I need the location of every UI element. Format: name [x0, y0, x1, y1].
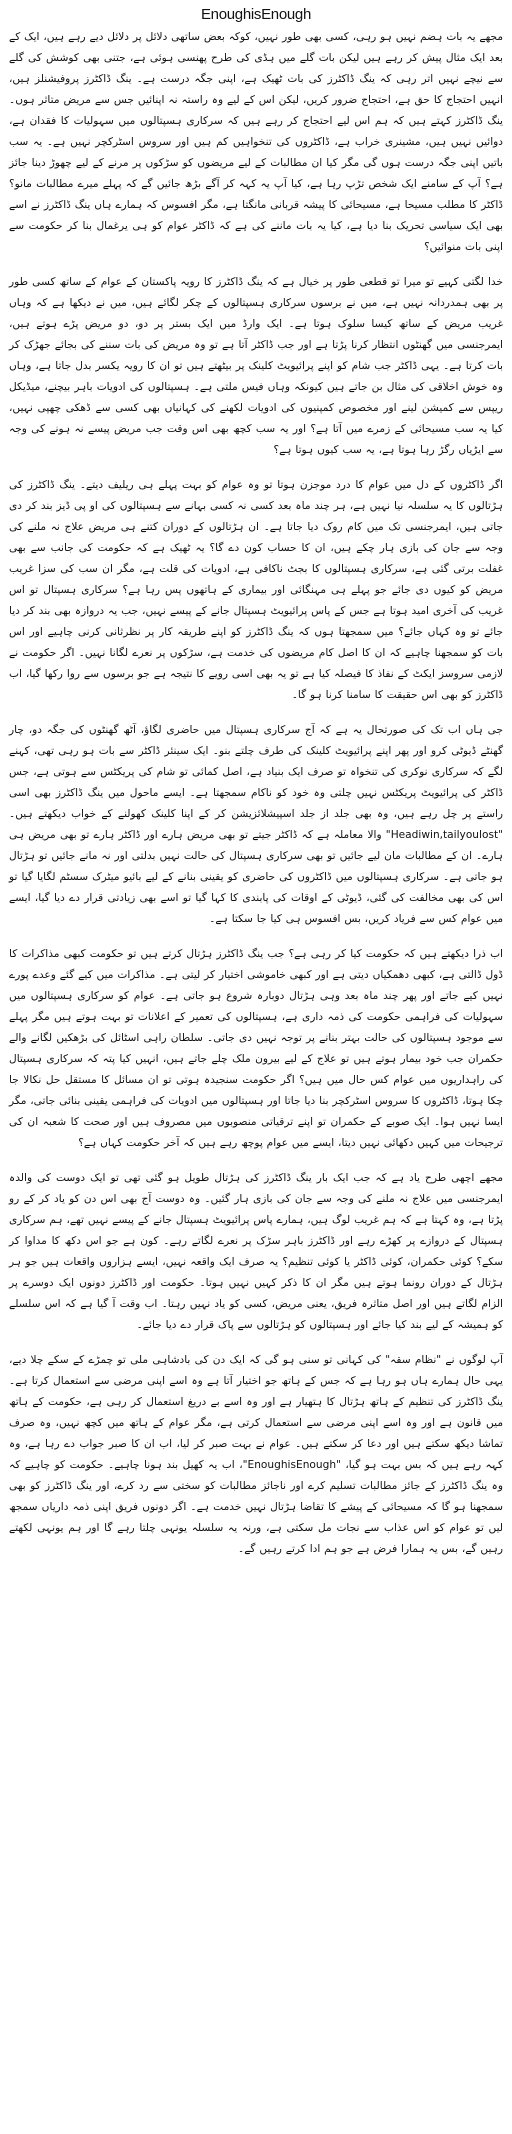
- paragraph: مجھے یہ بات ہضم نہیں ہو رہی، کسی بھی طور نہیں، کوکہ بعض ساتھی دلائل پر دلائل دیے رہے ہیں، ایک کے بعد ایک مثال پیش کر رہے ہیں لیکن بات گلے میں ہڈی کی طرح پھنسی ہوئی ہے، جتنی بھی کوشش کی گلے سے نیچے نہیں اتر رہی کہ ینگ ڈاکٹرز کی بات ٹھیک ہے، اپنی جگہ درست ہے۔ ینگ ڈاکٹرز پروفیشنلز ہیں، انہیں احتجاج کا حق ہے، احتجاج ضرور کریں، لیکن اس کے لیے وہ راستہ نہ اپنائیں جس سے مریض متاثر ہوں۔ ینگ ڈاکٹرز کہتے ہیں کہ ہم اس لیے احتجاج کر رہے ہیں کہ سرکاری ہسپتالوں میں سہولیات کا فقدان ہے، دوائیں نہیں ہیں، مشینری خراب ہے، ڈاکٹروں کی تنخواہیں کم ہیں اور سروس اسٹرکچر نہیں ہے۔ یہ سب باتیں اپنی جگہ درست ہوں گی مگر کیا ان مطالبات کے لیے مریضوں کو سڑکوں پر مرنے کے لیے چھوڑ دینا جائز ہے؟ آپ کے سامنے ایک شخص تڑپ رہا ہے، کیا آپ یہ کہہ کر آگے بڑھ جائیں گے کہ پہلے میرے مطالبات مانو؟ ڈاکٹر کا مطلب مسیحا ہے، مسیحائی کا پیشہ قربانی مانگتا ہے، مگر افسوس کہ ہمارے ہاں ینگ ڈاکٹرز نے اسے بھی ایک سیاسی تحریک بنا دیا ہے، کیا یہ بات ماننے کی ہے کہ ڈاکٹر عوام کو ہی یرغمال بنا کر حکومت سے اپنی بات منوائیں؟: [9, 31, 503, 253]
- article-title: EnoughisEnough: [200, 6, 312, 23]
- paragraph: اگر ڈاکٹروں کے دل میں عوام کا درد موجزن ہوتا تو وہ عوام کو بہت پہلے ہی ریلیف دیتے۔ ینگ ڈاکٹرز کی ہڑتالوں کا یہ سلسلہ نیا نہیں ہے، ہر چند ماہ بعد کسی نہ کسی بہانے سے ہسپتالوں کی او پی ڈیز بند کر دی جاتی ہیں، ایمرجنسی تک میں کام روک دیا جاتا ہے۔ ان ہڑتالوں کے دوران کتنے ہی مریض علاج نہ ملنے کی وجہ سے جان کی بازی ہار چکے ہیں، ان کا حساب کون دے گا؟ یہ ٹھیک ہے کہ حکومت کی جانب سے بھی غفلت برتی گئی ہے، سرکاری ہسپتالوں کا بجٹ ناکافی ہے، ادویات کی قلت ہے، مگر ان سب کی سزا غریب مریض کو کیوں دی جائے جو پہلے ہی مہنگائی اور بیماری کے ہاتھوں پس رہا ہے؟ سرکاری ہسپتال تو اس غریب کی آخری امید ہوتا ہے جس کے پاس پرائیویٹ ہسپتال جانے کے پیسے نہیں، جب یہ دروازہ بھی بند کر دیا جائے تو وہ کہاں جائے؟ میں سمجھتا ہوں کہ ینگ ڈاکٹرز کو اپنے طریقہ کار پر نظرثانی کرنی چاہیے اور اس بات کو سمجھنا چاہیے کہ ان کا اصل کام مریضوں کی خدمت ہے، سڑکوں پر نعرے لگانا نہیں۔ اگر حکومت نے لازمی سروسز ایکٹ کے نفاذ کا فیصلہ کیا ہے تو یہ بھی اسی رویے کا نتیجہ ہے جو برسوں سے روا رکھا گیا، اب ڈاکٹرز کو بھی اس حقیقت کا سامنا کرنا ہو گا۔: [9, 479, 503, 701]
- article-body: [9, 27, 503, 1560]
- paragraph: اب ذرا دیکھتے ہیں کہ حکومت کیا کر رہی ہے؟ جب ینگ ڈاکٹرز ہڑتال کرتے ہیں تو حکومت کبھی مذاکرات کا ڈول ڈالتی ہے، کبھی دھمکیاں دیتی ہے اور کبھی خاموشی اختیار کر لیتی ہے۔ مذاکرات میں کیے گئے وعدے پورے نہیں کیے جاتے اور پھر چند ماہ بعد وہی ہڑتال دوبارہ شروع ہو جاتی ہے۔ عوام کو سرکاری ہسپتالوں میں سہولیات کی فراہمی حکومت کی ذمہ داری ہے، ہسپتالوں کی تعمیر کے اعلانات تو بہت ہوتے ہیں مگر پہلے سے موجود ہسپتالوں کی حالت بہتر بنانے پر توجہ نہیں دی جاتی۔ سلطان راہی اسٹائل کی بڑھکیں لگانے والے حکمران جب خود بیمار ہوتے ہیں تو علاج کے لیے بیرون ملک چلے جاتے ہیں، انہیں کیا پتہ کہ سرکاری ہسپتال کی راہداریوں میں عوام کس حال میں ہیں؟ اگر حکومت سنجیدہ ہوتی تو ان مسائل کا مستقل حل نکالا جا چکا ہوتا، ڈاکٹروں کا سروس اسٹرکچر بنا دیا جاتا اور ہسپتالوں میں ادویات کی فراہمی یقینی بنائی جاتی، مگر ایسا نہیں ہوا۔ ایک صوبے کے حکمران تو اپنے ترقیاتی منصوبوں میں مصروف ہیں اور صحت کا شعبہ ان کی ترجیحات میں کہیں دکھائی نہیں دیتا، ایسے میں عوام پوچھ رہے ہیں کہ آخر حکومت کہاں ہے؟: [9, 948, 503, 1149]
- paragraph: خدا لگتی کہیے تو میرا تو قطعی طور پر خیال ہے کہ ینگ ڈاکٹرز کا رویہ پاکستان کے عوام کے ساتھ کسی طور پر بھی ہمدردانہ نہیں ہے، میں نے برسوں سرکاری ہسپتالوں کے چکر لگائے ہیں، میں نے دیکھا ہے کہ وہاں غریب مریض کے ساتھ کیسا سلوک ہوتا ہے۔ ایک وارڈ میں ایک بستر پر دو، دو مریض پڑے ہوتے ہیں، ایمرجنسی میں گھنٹوں انتظار کرنا پڑتا ہے اور جب ڈاکٹر آتا ہے تو وہ مریض کی بات سننے کی بجائے جھڑک کر بات کرتا ہے۔ یہی ڈاکٹر جب شام کو اپنے پرائیویٹ کلینک پر بیٹھتے ہیں تو ان کا رویہ یکسر بدل جاتا ہے، وہاں وہ خوش اخلاقی کی مثال بن جاتے ہیں کیونکہ وہاں فیس ملتی ہے۔ ہسپتالوں کی ادویات باہر بیچنے، میڈیکل ریپس سے کمیشن لینے اور مخصوص کمپنیوں کی ادویات لکھنے کی کہانیاں بھی کسی سے ڈھکی چھپی نہیں، کیا یہ سب مسیحائی کے زمرے میں آتا ہے؟ اور یہ سب کچھ بھی اس وقت جب مریض پیسے نہ ہونے کی وجہ سے ایڑیاں رگڑ رہا ہوتا ہے، یہ سب کیوں ہوتا ہے؟: [9, 276, 503, 456]
- paragraph: آپ لوگوں نے "نظام سقہ" کی کہانی تو سنی ہو گی کہ ایک دن کی بادشاہی ملی تو چمڑے کے سکے چلا دیے، یہی حال ہمارے ہاں ہو رہا ہے کہ جس کے ہاتھ جو اختیار آتا ہے وہ اسے اپنی مرضی سے استعمال کرتا ہے۔ ینگ ڈاکٹرز کی تنظیم کے ہاتھ ہڑتال کا ہتھیار ہے اور وہ اسے بے دریغ استعمال کر رہی ہے، حکومت کے ہاتھ میں قانون ہے اور وہ اسے اپنی مرضی سے استعمال کرتی ہے، مگر عوام کے ہاتھ میں کچھ نہیں، وہ صرف تماشا دیکھ سکتے ہیں اور دعا کر سکتے ہیں۔ عوام نے بہت صبر کر لیا، اب ان کا صبر جواب دے رہا ہے، وہ کہہ رہے ہیں کہ بس بہت ہو گیا، "EnoughisEnough"، اب یہ کھیل بند ہونا چاہیے۔ حکومت کو چاہیے کہ وہ ینگ ڈاکٹرز کے جائز مطالبات تسلیم کرے اور ناجائز مطالبات کو سختی سے رد کرے، اور ینگ ڈاکٹرز کو بھی سمجھنا ہو گا کہ مسیحائی کے پیشے کا تقاضا ہڑتال نہیں خدمت ہے۔ اگر دونوں فریق اپنی ذمہ داریاں سمجھ لیں تو عوام کو اس عذاب سے نجات مل سکتی ہے، ورنہ یہ سلسلہ یونہی چلتا رہے گا اور ہم یونہی لکھتے رہیں گے، بس یہ ہمارا فرض ہے جو ہم ادا کرتے رہیں گے۔: [9, 1354, 503, 1555]
- paragraph: مجھے اچھی طرح یاد ہے کہ جب ایک بار ینگ ڈاکٹرز کی ہڑتال طویل ہو گئی تھی تو ایک دوست کی والدہ ایمرجنسی میں علاج نہ ملنے کی وجہ سے جان کی بازی ہار گئیں۔ وہ دوست آج بھی اس دن کو یاد کر کے رو پڑتا ہے، وہ کہتا ہے کہ ہم غریب لوگ ہیں، ہمارے پاس پرائیویٹ ہسپتال جانے کے پیسے نہیں تھے، ہم سرکاری ہسپتال کے دروازے پر کھڑے رہے اور ڈاکٹرز باہر سڑک پر نعرے لگاتے رہے۔ کون ہے جو اس دکھ کا مداوا کر سکے؟ کوئی حکمران، کوئی ڈاکٹر یا کوئی تنظیم؟ یہ صرف ایک واقعہ نہیں، ایسے ہزاروں واقعات ہیں جو ہر ہڑتال کے دوران رونما ہوتے ہیں مگر ان کا ذکر کہیں نہیں ہوتا۔ حکومت اور ڈاکٹرز دونوں ایک دوسرے پر الزام لگاتے ہیں اور اصل متاثرہ فریق، یعنی مریض، کسی کو یاد نہیں رہتا۔ اب وقت آ گیا ہے کہ اس سلسلے کو ہمیشہ کے لیے بند کیا جائے اور ہسپتالوں کو ہڑتالوں سے پاک قرار دے دیا جائے۔: [9, 1172, 503, 1331]
- paragraph: جی ہاں اب تک کی صورتحال یہ ہے کہ آج سرکاری ہسپتال میں حاضری لگاؤ، آٹھ گھنٹوں کی جگہ دو، چار گھنٹے ڈیوٹی کرو اور پھر اپنے پرائیویٹ کلینک کی طرف چلتے بنو۔ ایک سینئر ڈاکٹر سے بات ہو رہی تھی، کہنے لگے کہ سرکاری نوکری کی تنخواہ تو صرف ایک بنیاد ہے، اصل کمائی تو شام کی پریکٹس سے ہوتی ہے، جس ڈاکٹر کی پرائیویٹ پریکٹس نہیں چلتی وہ خود کو ناکام سمجھتا ہے۔ ایسے ماحول میں ینگ ڈاکٹرز بھی اسی راستے پر چل رہے ہیں، وہ بھی جلد از جلد اسپیشلائزیشن کر کے اپنا کلینک کھولنے کے خواب دیکھتے ہیں۔ "Headiwin,tailyoulost" والا معاملہ ہے کہ ڈاکٹر جیتے تو بھی مریض ہارے اور ڈاکٹر ہارے تو بھی مریض ہی ہارے۔ ان کے مطالبات مان لیے جائیں تو بھی سرکاری ہسپتال کی حالت نہیں بدلتی اور نہ مانے جائیں تو ہڑتال ہو جاتی ہے۔ سرکاری ہسپتالوں میں ڈاکٹروں کی حاضری کو یقینی بنانے کے لیے بائیو میٹرک سسٹم لگایا گیا تو اس کی بھی مخالفت کی گئی، ڈیوٹی کے اوقات کی پابندی کا کہا گیا تو اسے بھی زیادتی قرار دے دیا گیا، ایسے میں عوام کس سے فریاد کریں، بس افسوس ہی کیا جا سکتا ہے۔: [9, 724, 503, 925]
